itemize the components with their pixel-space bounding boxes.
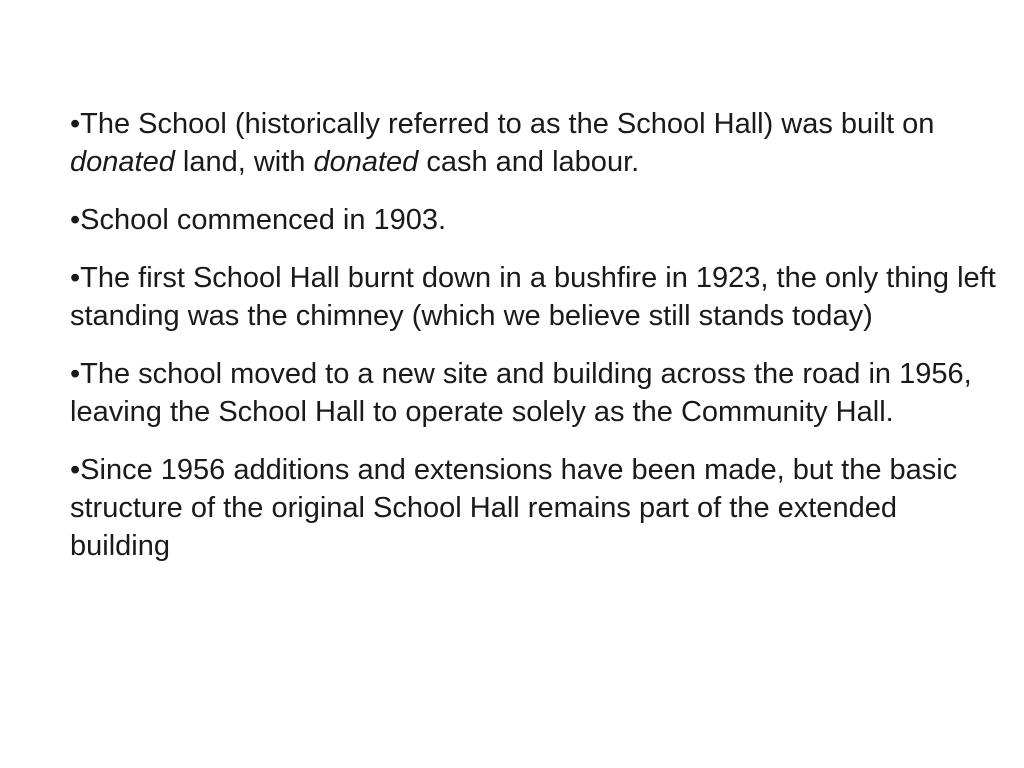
bullet-item-moved bbox=[70, 355, 1000, 431]
emphasis-text: donated bbox=[313, 146, 419, 178]
emphasis-text: donated bbox=[70, 146, 175, 178]
bullet-list bbox=[70, 105, 1000, 585]
bullet-text: land, with bbox=[174, 146, 314, 178]
bullet-item-history bbox=[70, 105, 1000, 181]
bullet-text: •The school moved to a new site and building across the road in 1956, leaving the School Hall to operate solely as the Community Hall. bbox=[70, 358, 972, 428]
bullet-text: cash and labour. bbox=[418, 146, 640, 178]
bullet-item-extensions bbox=[70, 451, 1000, 565]
bullet-text: •The School (historically referred to as the School Hall) was built on bbox=[70, 108, 935, 140]
bullet-text: •Since 1956 additions and extensions have been made, but the basic structure of the original School Hall remains part of the extended building bbox=[70, 454, 958, 562]
bullet-text: •The first School Hall burnt down in a bushfire in 1923, the only thing left standing was the chimney (which we believe still stands today) bbox=[70, 262, 996, 332]
bullet-item-bushfire bbox=[70, 259, 1000, 335]
bullet-item-commenced bbox=[70, 201, 1000, 239]
bullet-text: •School commenced in 1903. bbox=[70, 204, 447, 236]
